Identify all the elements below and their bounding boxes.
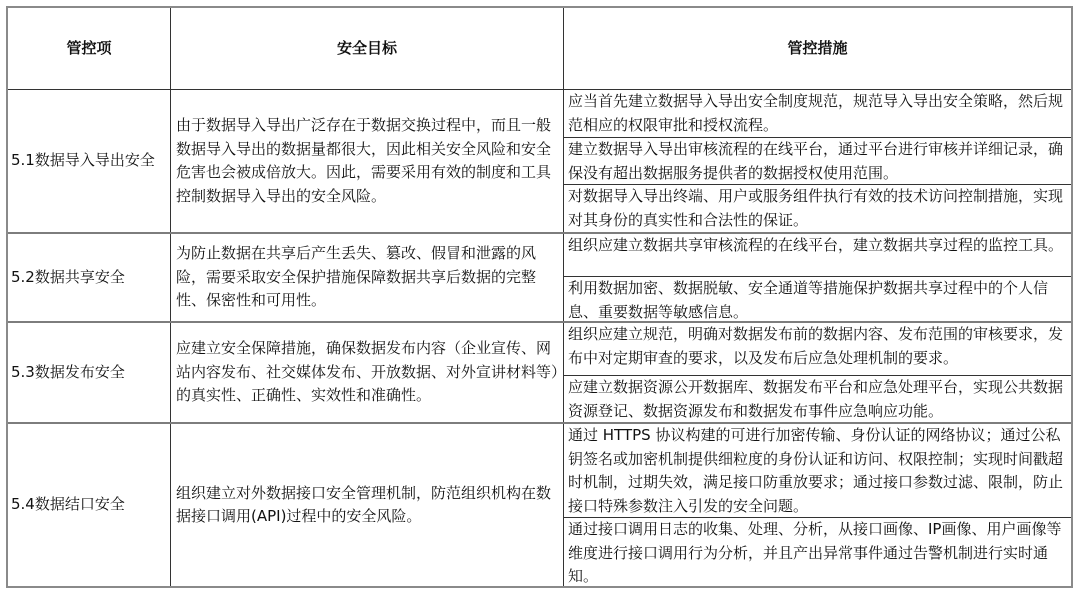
table-row-measure [564,90,1071,137]
table-row-item [8,323,170,422]
table-row-goal [171,90,563,232]
measure-text: 对数据导入导出终端、用户或服务组件执行有效的技术访问控制措施，实现对其身份的真实性和合法性的保证。 [568,187,1064,229]
goal-text: 由于数据导入导出广泛存在于数据交换过程中，而且一般数据导入导出的数据量都很大，因此相关安全风险和安全危害也会被成倍放大。因此，需要采用有效的制度和工具控制数据导入导出的安全风险。 [176,116,552,205]
header-goal [171,8,563,89]
item-label: 5.1数据导入导出安全 [11,151,155,170]
table-row-measure [564,277,1071,321]
table-row-measure [564,185,1071,232]
goal-text: 组织建立对外数据接口安全管理机制，防范组织机构在数据接口调用(API)过程中的安全风险。 [176,483,552,525]
table-row-goal [171,424,563,586]
measure-text: 组织应建立数据共享审核流程的在线平台，建立数据共享过程的监控工具。 [568,236,1064,254]
goal-text: 应建立安全保障措施，确保数据发布内容（企业宣传、网站内容发布、社交媒体发布、开放数据、对外宣讲材料等）的真实性、正确性、实效性和准确性。 [176,339,559,405]
table-row-item [8,424,170,586]
table-row-measure [564,424,1071,517]
table-row-goal [171,323,563,422]
measure-text: 组织应建立规范，明确对数据发布前的数据内容、发布范围的审核要求，发布中对定期审查的要求，以及发布后应急处理机制的要求。 [568,325,1064,367]
measure-text: 通过 HTTPS 协议构建的可进行加密传输、身份认证的网络协议；通过公私钥签名或加密机制提供细粒度的身份认证和访问、权限控制；实现时间戳超时机制，过期失效，满足接口防重放要求；通过接口参数过滤、限制，防止接口特殊参数注入引发的安全问题。 [568,426,1064,515]
table-row-item [8,234,170,321]
table-row-goal [171,234,563,321]
measure-text: 建立数据导入导出审核流程的在线平台，通过平台进行审核并详细记录，确保没有超出数据服务提供者的数据授权使用范围。 [568,140,1064,182]
item-label: 5.4数据结口安全 [11,495,125,514]
table-row-measure [564,234,1071,276]
table-row-item [8,90,170,232]
goal-text: 为防止数据在共享后产生丢失、篡改、假冒和泄露的风险，需要采取安全保护措施保障数据共享后数据的完整性、保密性和可用性。 [176,244,537,310]
measure-text: 利用数据加密、数据脱敏、安全通道等措施保护数据共享过程中的个人信息、重要数据等敏感信息。 [568,279,1049,321]
table-row-measure [564,518,1071,586]
header-measures-label: 管控措施 [787,38,848,57]
security-control-table [6,6,1073,588]
table-row-measure [564,323,1071,375]
header-measures [564,8,1071,89]
header-goal-label: 安全目标 [336,38,397,57]
table-row-measure [564,138,1071,184]
header-item-label: 管控项 [66,38,112,57]
item-label: 5.2数据共享安全 [11,267,125,286]
header-item [8,8,170,89]
measure-text: 应当首先建立数据导入导出安全制度规范，规范导入导出安全策略，然后规范相应的权限审批和授权流程。 [568,92,1064,134]
measure-text: 通过接口调用日志的收集、处理、分析，从接口画像、IP画像、用户画像等维度进行接口调用行为分析，并且产出异常事件通过告警机制进行实时通知。 [568,520,1062,585]
measure-text: 应建立数据资源公开数据库、数据发布平台和应急处理平台，实现公共数据资源登记、数据资源发布和数据发布事件应急响应功能。 [568,378,1064,420]
item-label: 5.3数据发布安全 [11,362,125,381]
table-row-measure [564,376,1071,422]
